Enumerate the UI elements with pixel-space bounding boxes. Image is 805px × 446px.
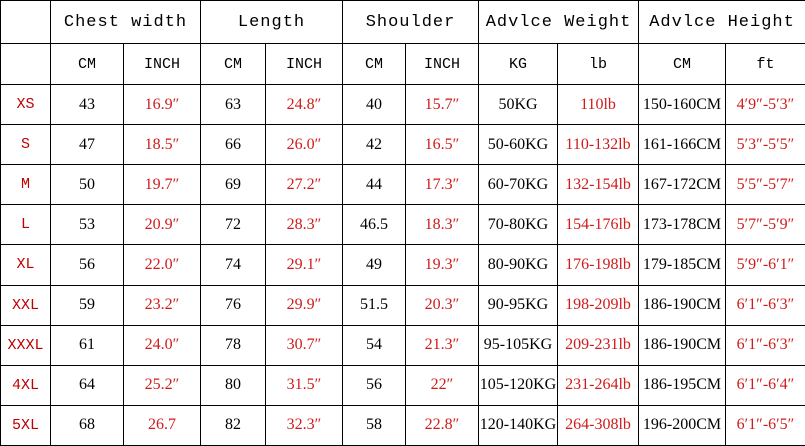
cell-shoulder-cm: 40 xyxy=(343,85,406,125)
unit-height-cm: CM xyxy=(639,44,726,85)
cell-length-inch: 24.8″ xyxy=(266,85,343,125)
group-header-row xyxy=(1,1,805,44)
cell-height-cm: 173-178CM xyxy=(639,205,726,245)
corner-blank-cell xyxy=(1,1,51,44)
header-advice-height: Advlce Height xyxy=(639,1,805,44)
unit-weight-kg: KG xyxy=(479,44,558,85)
cell-weight-lb: 154-176lb xyxy=(558,205,639,245)
cell-height-cm: 186-190CM xyxy=(639,285,726,325)
cell-shoulder-cm: 58 xyxy=(343,405,406,445)
cell-height-ft: 5′3″-5′5″ xyxy=(726,125,805,165)
cell-length-inch: 27.2″ xyxy=(266,165,343,205)
cell-weight-kg: 120-140KG xyxy=(479,405,558,445)
cell-weight-lb: 264-308lb xyxy=(558,405,639,445)
cell-chest-inch: 18.5″ xyxy=(124,125,201,165)
row-size-label: S xyxy=(1,125,51,165)
cell-weight-kg: 70-80KG xyxy=(479,205,558,245)
unit-height-ft: ft xyxy=(726,44,805,85)
header-advice-weight: Advlce Weight xyxy=(479,1,639,44)
cell-chest-cm: 64 xyxy=(51,365,124,405)
table-row xyxy=(1,205,805,245)
row-size-label: XXL xyxy=(1,285,51,325)
table-row xyxy=(1,125,805,165)
unit-chest-cm: CM xyxy=(51,44,124,85)
cell-length-inch: 30.7″ xyxy=(266,325,343,365)
cell-weight-kg: 90-95KG xyxy=(479,285,558,325)
cell-weight-kg: 50KG xyxy=(479,85,558,125)
cell-length-cm: 74 xyxy=(201,245,266,285)
cell-height-ft: 5′9″-6′1″ xyxy=(726,245,805,285)
cell-chest-cm: 47 xyxy=(51,125,124,165)
cell-height-ft: 6′1″-6′5″ xyxy=(726,405,805,445)
cell-length-inch: 32.3″ xyxy=(266,405,343,445)
table-row xyxy=(1,165,805,205)
cell-length-inch: 28.3″ xyxy=(266,205,343,245)
cell-shoulder-cm: 49 xyxy=(343,245,406,285)
cell-shoulder-inch: 15.7″ xyxy=(406,85,479,125)
cell-height-cm: 150-160CM xyxy=(639,85,726,125)
cell-length-inch: 31.5″ xyxy=(266,365,343,405)
table-row xyxy=(1,245,805,285)
cell-height-cm: 179-185CM xyxy=(639,245,726,285)
cell-shoulder-cm: 42 xyxy=(343,125,406,165)
row-size-label: M xyxy=(1,165,51,205)
header-chest-width: Chest width xyxy=(51,1,201,44)
cell-height-cm: 186-195CM xyxy=(639,365,726,405)
cell-weight-lb: 209-231lb xyxy=(558,325,639,365)
cell-length-cm: 76 xyxy=(201,285,266,325)
unit-length-inch: INCH xyxy=(266,44,343,85)
cell-shoulder-inch: 20.3″ xyxy=(406,285,479,325)
cell-shoulder-cm: 54 xyxy=(343,325,406,365)
cell-height-ft: 4′9″-5′3″ xyxy=(726,85,805,125)
cell-length-cm: 63 xyxy=(201,85,266,125)
table-row xyxy=(1,85,805,125)
cell-length-cm: 82 xyxy=(201,405,266,445)
cell-chest-cm: 61 xyxy=(51,325,124,365)
cell-height-ft: 5′5″-5′7″ xyxy=(726,165,805,205)
cell-chest-inch: 26.7 xyxy=(124,405,201,445)
cell-shoulder-inch: 17.3″ xyxy=(406,165,479,205)
cell-shoulder-inch: 22″ xyxy=(406,365,479,405)
table-row xyxy=(1,285,805,325)
cell-weight-lb: 231-264lb xyxy=(558,365,639,405)
unit-shoulder-cm: CM xyxy=(343,44,406,85)
cell-length-inch: 29.9″ xyxy=(266,285,343,325)
unit-shoulder-inch: INCH xyxy=(406,44,479,85)
row-size-label: L xyxy=(1,205,51,245)
cell-weight-kg: 80-90KG xyxy=(479,245,558,285)
cell-length-cm: 80 xyxy=(201,365,266,405)
cell-shoulder-cm: 44 xyxy=(343,165,406,205)
cell-chest-inch: 22.0″ xyxy=(124,245,201,285)
cell-weight-lb: 176-198lb xyxy=(558,245,639,285)
cell-chest-inch: 19.7″ xyxy=(124,165,201,205)
cell-height-cm: 196-200CM xyxy=(639,405,726,445)
cell-length-cm: 72 xyxy=(201,205,266,245)
cell-chest-cm: 56 xyxy=(51,245,124,285)
cell-weight-lb: 198-209lb xyxy=(558,285,639,325)
cell-length-inch: 26.0″ xyxy=(266,125,343,165)
cell-shoulder-cm: 51.5 xyxy=(343,285,406,325)
cell-weight-kg: 50-60KG xyxy=(479,125,558,165)
unit-corner-blank xyxy=(1,44,51,85)
cell-chest-inch: 24.0″ xyxy=(124,325,201,365)
cell-weight-kg: 95-105KG xyxy=(479,325,558,365)
cell-chest-cm: 50 xyxy=(51,165,124,205)
cell-chest-inch: 20.9″ xyxy=(124,205,201,245)
cell-length-inch: 29.1″ xyxy=(266,245,343,285)
table-row xyxy=(1,325,805,365)
cell-chest-cm: 53 xyxy=(51,205,124,245)
cell-shoulder-cm: 46.5 xyxy=(343,205,406,245)
cell-height-ft: 6′1″-6′4″ xyxy=(726,365,805,405)
cell-shoulder-inch: 22.8″ xyxy=(406,405,479,445)
cell-chest-inch: 16.9″ xyxy=(124,85,201,125)
cell-chest-cm: 68 xyxy=(51,405,124,445)
cell-weight-kg: 105-120KG xyxy=(479,365,558,405)
cell-shoulder-inch: 16.5″ xyxy=(406,125,479,165)
cell-chest-cm: 43 xyxy=(51,85,124,125)
unit-header-row xyxy=(1,44,805,85)
unit-length-cm: CM xyxy=(201,44,266,85)
cell-shoulder-inch: 21.3″ xyxy=(406,325,479,365)
header-length: Length xyxy=(201,1,343,44)
cell-weight-lb: 110lb xyxy=(558,85,639,125)
cell-length-cm: 69 xyxy=(201,165,266,205)
cell-height-ft: 6′1″-6′3″ xyxy=(726,285,805,325)
cell-weight-lb: 110-132lb xyxy=(558,125,639,165)
cell-shoulder-inch: 19.3″ xyxy=(406,245,479,285)
header-shoulder: Shoulder xyxy=(343,1,479,44)
cell-height-cm: 167-172CM xyxy=(639,165,726,205)
row-size-label: XXXL xyxy=(1,325,51,365)
cell-height-ft: 5′7″-5′9″ xyxy=(726,205,805,245)
unit-weight-lb: lb xyxy=(558,44,639,85)
table-row xyxy=(1,365,805,405)
cell-chest-cm: 59 xyxy=(51,285,124,325)
cell-height-ft: 6′1″-6′3″ xyxy=(726,325,805,365)
cell-chest-inch: 23.2″ xyxy=(124,285,201,325)
cell-shoulder-cm: 56 xyxy=(343,365,406,405)
row-size-label: 4XL xyxy=(1,365,51,405)
cell-height-cm: 161-166CM xyxy=(639,125,726,165)
cell-shoulder-inch: 18.3″ xyxy=(406,205,479,245)
cell-length-cm: 66 xyxy=(201,125,266,165)
row-size-label: 5XL xyxy=(1,405,51,445)
unit-chest-inch: INCH xyxy=(124,44,201,85)
row-size-label: XL xyxy=(1,245,51,285)
cell-length-cm: 78 xyxy=(201,325,266,365)
row-size-label: XS xyxy=(1,85,51,125)
cell-height-cm: 186-190CM xyxy=(639,325,726,365)
table-row xyxy=(1,405,805,445)
cell-chest-inch: 25.2″ xyxy=(124,365,201,405)
cell-weight-kg: 60-70KG xyxy=(479,165,558,205)
cell-weight-lb: 132-154lb xyxy=(558,165,639,205)
